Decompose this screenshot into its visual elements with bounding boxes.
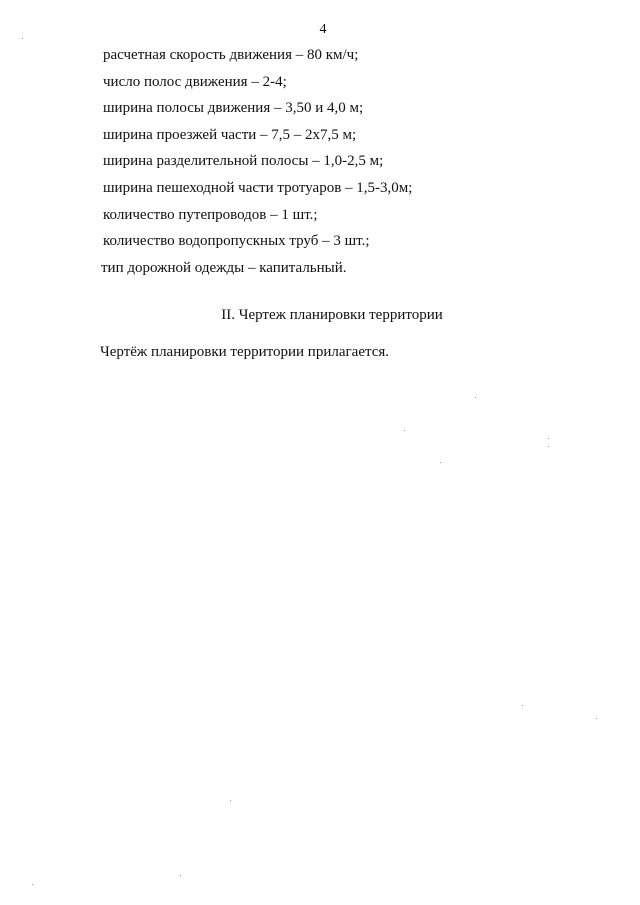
parameter-line: количество путепроводов – 1 шт.;: [103, 206, 318, 223]
parameter-line: ширина пешеходной части тротуаров – 1,5-3,0м;: [103, 179, 413, 196]
section-body-text: Чертёж планировки территории прилагается.: [100, 344, 390, 360]
parameter-line: расчетная скорость движения – 80 км/ч;: [103, 47, 359, 63]
parameter-line: ширина полосы движения – 3,50 и 4,0 м;: [103, 100, 364, 117]
parameter-line: ширина проезжей части – 7,5 – 2х7,5 м;: [103, 126, 357, 143]
section-heading: II. Чертеж планировки территории: [221, 307, 443, 323]
parameter-line: тип дорожной одежды – капитальный.: [101, 259, 347, 276]
parameter-line: количество водопропускных труб – 3 шт.;: [103, 233, 370, 250]
road-parameters-list: [0, 45, 640, 284]
parameter-line: ширина разделительной полосы – 1,0-2,5 м;: [103, 153, 384, 170]
parameter-line: число полос движения – 2-4;: [103, 73, 287, 90]
page-number: 4: [319, 22, 327, 37]
